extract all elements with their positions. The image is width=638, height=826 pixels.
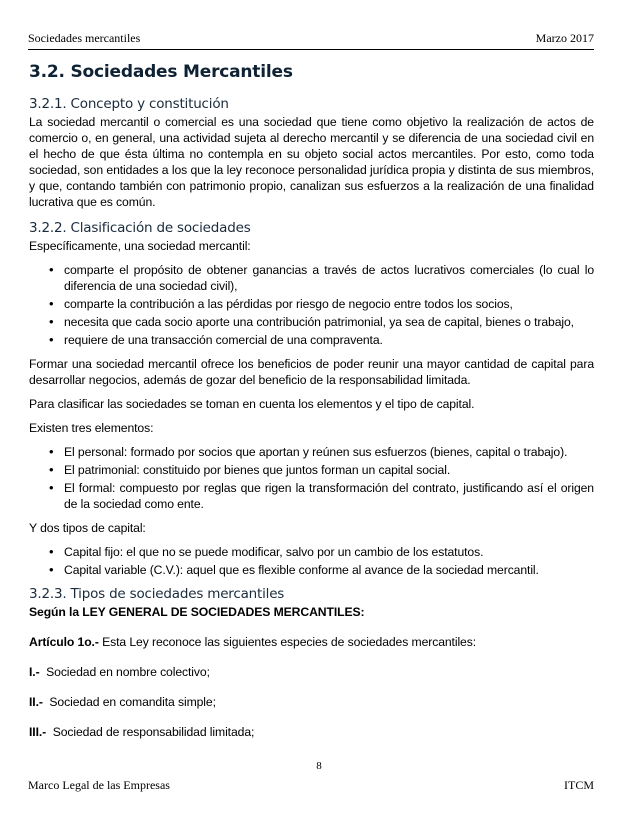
footer-course: Marco Legal de las Empresas [28,778,170,792]
type-text: Sociedad en comandita simple; [49,695,216,709]
list-item: • requiere de una transacción comercial de una compraventa. [29,332,594,348]
type-number: II.- [29,695,43,709]
elements-intro: Existen tres elementos: [29,421,154,435]
header-rule [28,49,594,50]
list-item: • necesita que cada socio aporte una contribución patrimonial, ya sea de capital, bienes o trabajo, [29,314,594,330]
list-item: • comparte el propósito de obtener ganancias a través de actos lucrativos comerciales (lo cual lo diferencia de una sociedad civil), [29,262,594,294]
list-item: • comparte la contribución a las pérdidas por riesgo de negocio entre todos los socios, [29,296,594,312]
list-item: • El formal: compuesto por reglas que rigen la transformación del contrato, justificando así el origen de la sociedad como ente. [29,480,594,512]
type-text: Sociedad en nombre colectivo; [46,665,210,679]
elements-list [29,444,594,512]
list-item: • Capital fijo: el que no se puede modificar, salvo por un cambio de los estatutos. [29,544,594,560]
type-item [29,694,594,710]
list-item: • El personal: formado por socios que aportan y reúnen sus esfuerzos (bienes, capital o trabajo). [29,444,594,460]
law-reference: Según la LEY GENERAL DE SOCIEDADES MERCANTILES: [29,605,365,619]
type-number: III.- [29,725,47,739]
page-footer [28,778,594,793]
benefits-paragraph: Formar una sociedad mercantil ofrece los beneficios de poder reunir una mayor cantidad de capital para desarrollar negocios, además de gozar del beneficio de la responsabilidad limitada. [29,357,594,387]
article-paragraph [29,634,594,650]
header-title: Sociedades mercantiles [28,31,141,45]
footer-institution: ITCM [564,778,594,792]
article-text: Esta Ley reconoce las siguientes especies de sociedades mercantiles: [98,635,477,649]
capital-intro: Y dos tipos de capital: [29,521,146,535]
subsection-title-clasificacion: 3.2.2. Clasificación de sociedades [29,220,251,236]
clasificacion-intro: Específicamente, una sociedad mercantil: [29,239,251,253]
list-item: • El patrimonial: constituido por bienes que juntos forman un capital social. [29,462,594,478]
page-body [29,62,594,740]
classification-paragraph: Para clasificar las sociedades se toman en cuenta los elementos y el tipo de capital. [29,397,475,411]
capital-list [29,544,594,578]
article-label: Artículo 1o.- [29,635,99,649]
concepto-paragraph: La sociedad mercantil o comercial es una sociedad que tiene como objetivo la realización de actos de comercio o, en general, una actividad sujeta al derecho mercantil y se diferencia de una sociedad civil en el hecho de que ésta última no contempla en su objeto social actos mercantiles. Por esto, como toda sociedad, son entidades a los que la ley reconoce personalidad jurídica propia y distinta de sus miembros, y que, contando también con patrimonio propio, canalizan sus esfuerzos a la realización de una finalidad lucrativa que es común. [29,115,594,209]
subsection-title-concepto: 3.2.1. Concepto y constitución [29,96,229,112]
type-text: Sociedad de responsabilidad limitada; [52,725,255,739]
page-number: 8 [316,760,322,772]
characteristics-list [29,262,594,348]
type-item [29,724,594,740]
list-item: • Capital variable (C.V.): aquel que es flexible conforme al avance de la sociedad mercantil. [29,562,594,578]
section-title: 3.2. Sociedades Mercantiles [29,62,293,82]
page-header [28,31,594,46]
header-date: Marzo 2017 [535,31,594,45]
type-number: I.- [29,665,40,679]
subsection-title-tipos: 3.2.3. Tipos de sociedades mercantiles [29,586,285,602]
type-item [29,664,594,680]
